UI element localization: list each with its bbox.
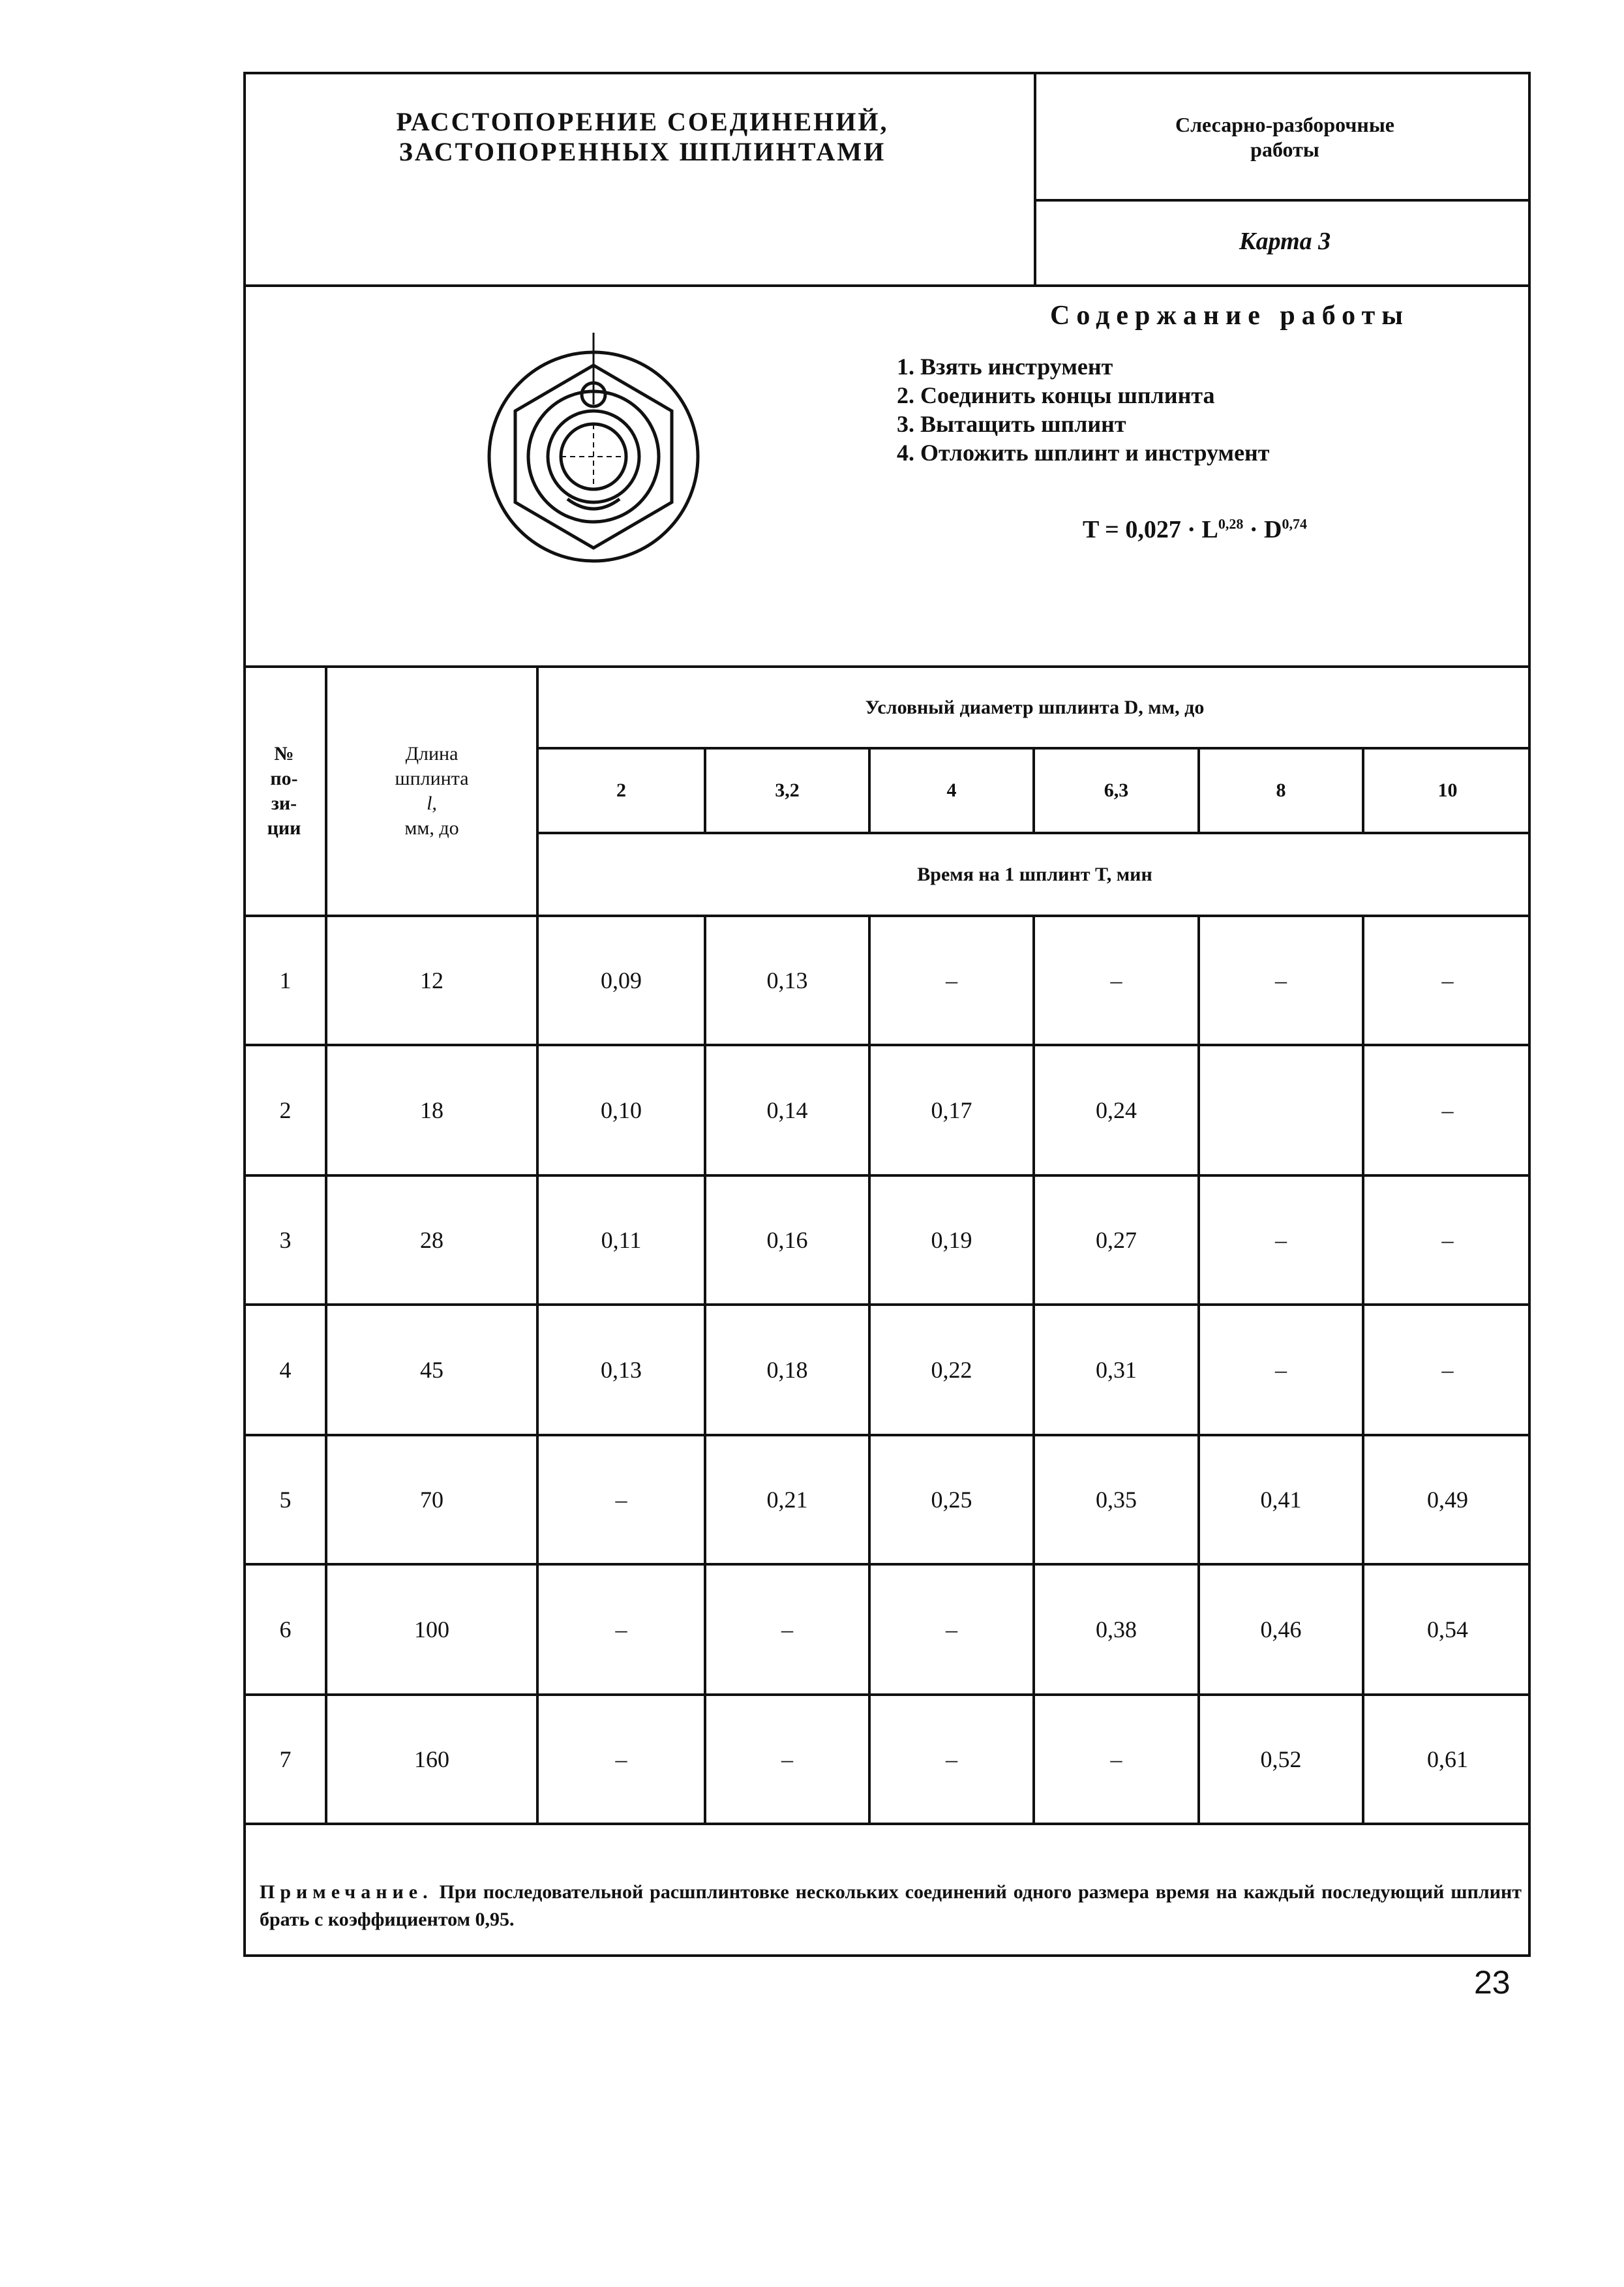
work-step: 1. Взять инструмент (897, 354, 1113, 380)
time-value-cell: 0,10 (601, 1097, 642, 1123)
row-length-cell: 70 (420, 1487, 444, 1513)
diameter-header-cell: 6,3 (1104, 780, 1129, 801)
page-number: 23 (1474, 1964, 1511, 2001)
row-length-cell: 45 (420, 1357, 444, 1383)
time-value-cell: – (1275, 967, 1287, 993)
card-number: Карта 3 (1239, 228, 1331, 255)
diameter-header-cell: 8 (1276, 780, 1286, 801)
time-value-cell: 0,13 (601, 1357, 642, 1383)
row-position-cell: 3 (279, 1227, 292, 1253)
row-length-cell: 100 (414, 1616, 449, 1643)
time-value-cell: 0,25 (931, 1487, 972, 1513)
time-value-cell: – (1110, 1746, 1122, 1772)
diameter-header-cell: 10 (1437, 780, 1458, 801)
work-steps (897, 352, 1269, 467)
work-step: 4. Отложить шплинт и инструмент (897, 440, 1270, 466)
table-note: Примечание. При последовательной расшплинтовке нескольких соединений одного размера время на каждый последующий шплинт брать с коэффициентом 0,95. (260, 1881, 1522, 1930)
header-time: Время на 1 шплинт T, мин (917, 863, 1152, 885)
time-value-cell: – (615, 1616, 627, 1643)
time-value-cell: – (1441, 967, 1454, 993)
time-value-cell: 0,09 (601, 967, 642, 993)
row-position-cell: 2 (279, 1097, 292, 1123)
time-value-cell: 0,22 (931, 1357, 972, 1383)
time-value-cell: – (1275, 1357, 1287, 1383)
row-position-cell: 6 (279, 1616, 292, 1643)
time-value-cell: – (1441, 1357, 1454, 1383)
time-value-cell: – (946, 1616, 957, 1643)
time-value-cell: 0,31 (1096, 1357, 1137, 1383)
time-value-cell: 0,16 (766, 1227, 808, 1253)
row-position-cell: 5 (279, 1487, 292, 1513)
time-value-cell: 0,38 (1096, 1616, 1137, 1643)
row-position-cell: 7 (279, 1746, 292, 1772)
header-position: № по- зи- ции (267, 743, 301, 839)
time-value-cell: – (1441, 1097, 1454, 1123)
row-length-cell: 12 (420, 967, 444, 993)
time-value-cell: 0,41 (1260, 1487, 1302, 1513)
time-value-cell: – (946, 1746, 957, 1772)
time-value-cell: – (781, 1746, 793, 1772)
table-bottom-line (243, 1823, 1531, 1825)
time-value-cell (1200, 1046, 1362, 1174)
time-value-cell: 0,21 (766, 1487, 808, 1513)
time-value-cell: 0,19 (931, 1227, 972, 1253)
time-value-cell: 0,13 (766, 967, 808, 993)
row-length-cell: 28 (420, 1227, 444, 1253)
time-value-cell: – (946, 967, 957, 993)
row-length-cell: 18 (420, 1097, 444, 1123)
row-length-cell: 160 (414, 1746, 449, 1772)
time-value-cell: 0,49 (1427, 1487, 1468, 1513)
row-position-cell: 4 (279, 1357, 292, 1383)
time-value-cell: – (781, 1616, 793, 1643)
work-step: 3. Вытащить шплинт (897, 411, 1126, 437)
header-diameter: Условный диаметр шплинта D, мм, до (865, 696, 1205, 718)
header-length: Длина шплинта l, мм, до (395, 743, 469, 839)
time-value-cell: 0,11 (601, 1227, 642, 1253)
time-value-cell: 0,52 (1260, 1746, 1302, 1772)
time-value-cell: – (615, 1487, 627, 1513)
content-heading: Содержание работы (1050, 301, 1410, 331)
time-value-cell: 0,35 (1096, 1487, 1137, 1513)
diameter-header-cell: 4 (946, 780, 957, 801)
diameter-header-cell: 2 (616, 780, 626, 801)
time-value-cell: 0,14 (766, 1097, 808, 1123)
time-value-cell: 0,46 (1260, 1616, 1302, 1643)
time-value-cell: 0,18 (766, 1357, 808, 1383)
time-value-cell: – (615, 1746, 627, 1772)
row-position-cell: 1 (279, 967, 292, 993)
time-formula: T = 0,027 · L$^{0,28}$ · D$^{0,74}$ (1083, 515, 1307, 543)
header-bottom-line (243, 284, 1531, 287)
time-value-cell: 0,61 (1427, 1746, 1468, 1772)
time-value-cell: – (1441, 1227, 1454, 1253)
diameter-header-cell: 3,2 (775, 780, 800, 801)
work-step: 2. Соединить концы шплинта (897, 382, 1215, 408)
time-value-cell: – (1275, 1227, 1287, 1253)
cotter-pin-nut-drawing (476, 326, 737, 574)
section-name: Слесарно-разборочные работы (1175, 113, 1394, 161)
card-title: РАССТОПОРЕНИЕ СОЕДИНЕНИЙ, ЗАСТОПОРЕННЫХ ШПЛИНТАМИ (396, 107, 889, 166)
time-value-cell: – (1110, 967, 1122, 993)
time-value-cell: 0,54 (1427, 1616, 1468, 1643)
time-value-cell: 0,17 (931, 1097, 972, 1123)
time-value-cell: 0,24 (1096, 1097, 1137, 1123)
header-subdivider (1034, 199, 1531, 202)
time-value-cell: 0,27 (1096, 1227, 1137, 1253)
